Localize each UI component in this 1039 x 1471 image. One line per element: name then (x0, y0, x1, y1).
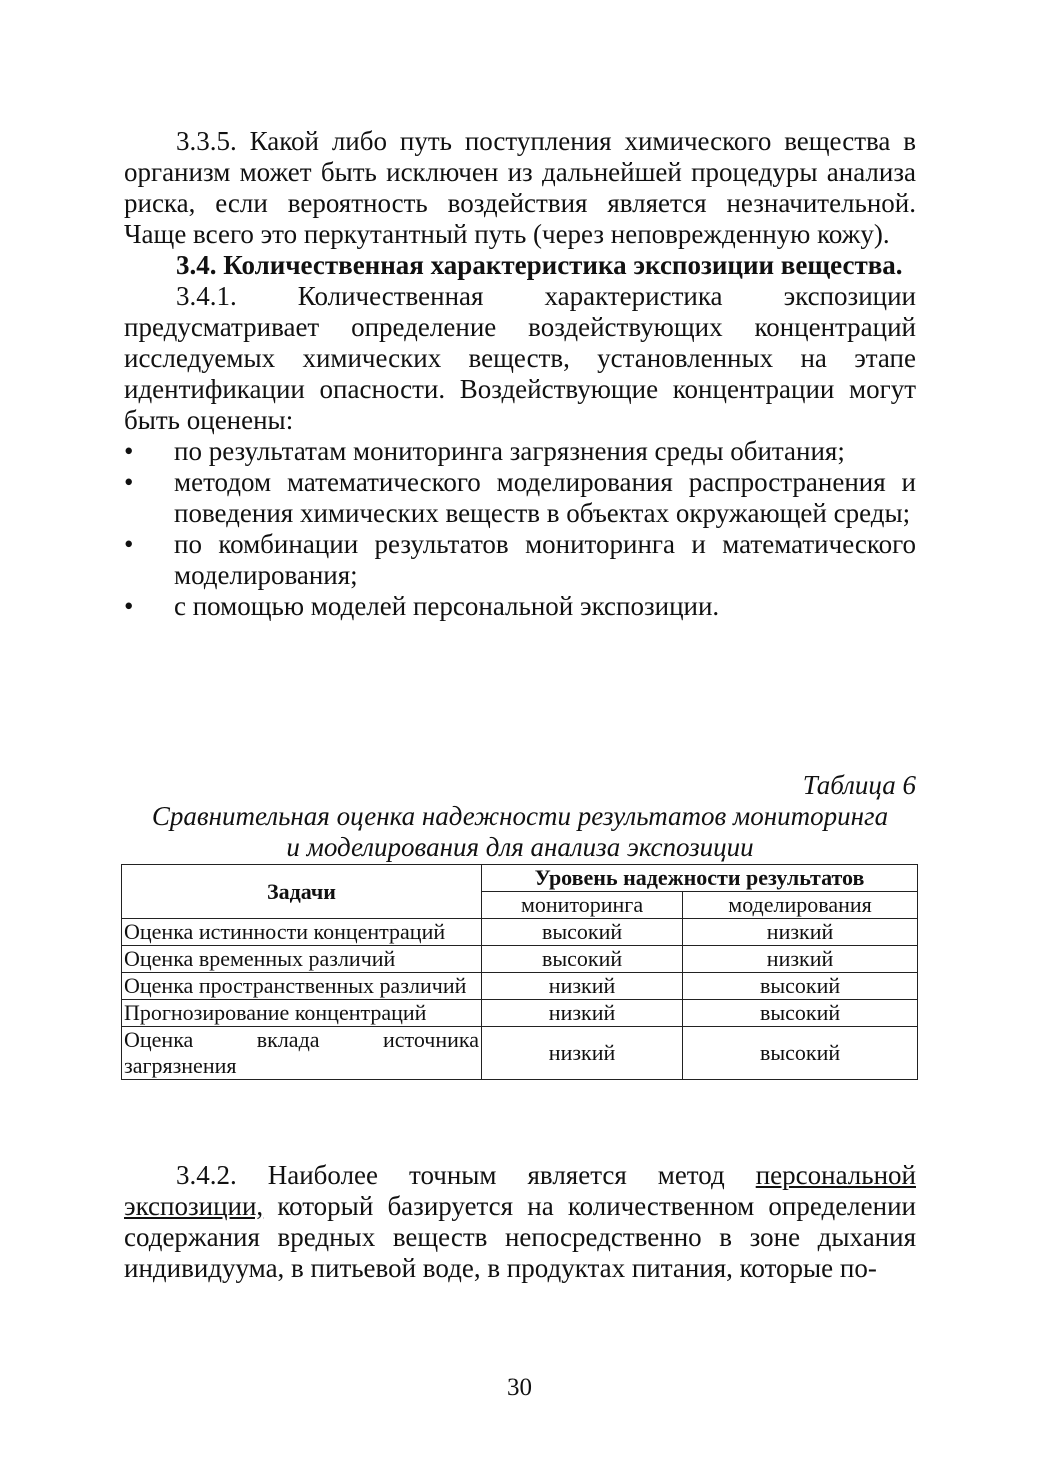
list-item: • по комбинации результатов мониторинга и математического моделирования; (124, 529, 916, 590)
table-header-row (122, 865, 918, 892)
modeling-cell: низкий (683, 946, 918, 973)
task-cell: Оценка временных различий (122, 946, 482, 973)
modeling-cell: высокий (683, 1000, 918, 1027)
modeling-cell: высокий (683, 973, 918, 1000)
task-cell: Прогнозирование концентраций (122, 1000, 482, 1027)
header-monitoring: мониторинга (482, 892, 683, 919)
section-heading-3-4: 3.4. Количественная характеристика экспозиции вещества. (176, 250, 903, 280)
modeling-cell: низкий (683, 919, 918, 946)
table-title-line-2: и моделирования для анализа экспозиции (286, 832, 754, 862)
table-caption (124, 770, 916, 863)
bullet-symbol: • (124, 467, 134, 497)
table-row (122, 946, 918, 973)
task-cell: Оценка истинности концентраций (122, 919, 482, 946)
paragraph-3-4-2: 3.4.2. Наиболее точным является метод персональной экспозиции, который базируется на количественном определении содержания вредных веществ непосредственно в зоне дыхания индивидуума, в питьевой воде, в продуктах питания, которые по- (124, 1160, 916, 1283)
modeling-cell: высокий (683, 1027, 918, 1080)
table-row (122, 919, 918, 946)
page-number: 30 (507, 1374, 532, 1401)
underlined-term: персональной экспозиции, (124, 1160, 916, 1221)
table-number: Таблица 6 (802, 770, 916, 800)
task-cell: Оценка пространственных различий (122, 973, 482, 1000)
monitoring-cell: низкий (482, 1027, 683, 1080)
bullet-symbol: • (124, 436, 134, 466)
task-cell: Оценка вклада источника загрязнения (122, 1027, 482, 1080)
body-text-continued (124, 1160, 916, 1284)
bullet-list (124, 436, 916, 622)
table-row (122, 973, 918, 1000)
bullet-symbol: • (124, 591, 134, 621)
list-item: • с помощью моделей персональной экспозиции. (124, 591, 720, 621)
header-reliability-level: Уровень надежности результатов (482, 865, 918, 892)
bullet-symbol: • (124, 529, 134, 559)
header-tasks: Задачи (122, 865, 482, 919)
paragraph-3-4-1: 3.4.1. Количественная характеристика экспозиции предусматривает определение воздействующих концентраций исследуемых химических веществ, установленных на этапе идентификации опасности. Воздействующие концентрации могут быть оценены: (124, 281, 916, 435)
table-title-line-1: Сравнительная оценка надежности результатов мониторинга (151, 801, 889, 831)
reliability-table (121, 864, 918, 1080)
monitoring-cell: низкий (482, 1000, 683, 1027)
list-item: • по результатам мониторинга загрязнения среды обитания; (124, 436, 845, 466)
header-modeling: моделирования (683, 892, 918, 919)
monitoring-cell: высокий (482, 919, 683, 946)
paragraph-3-3-5: 3.3.5. Какой либо путь поступления химического вещества в организм может быть исключен из дальнейшей процедуры анализа риска, если вероятность воздействия является незначительной. Чаще всего это перкутантный путь (через неповрежденную кожу). (124, 126, 916, 249)
table-row (122, 1000, 918, 1027)
table-row (122, 1027, 918, 1080)
monitoring-cell: низкий (482, 973, 683, 1000)
body-text (124, 126, 916, 622)
monitoring-cell: высокий (482, 946, 683, 973)
list-item: • методом математического моделирования распространения и поведения химических веществ в объектах окружающей среды; (124, 467, 916, 528)
